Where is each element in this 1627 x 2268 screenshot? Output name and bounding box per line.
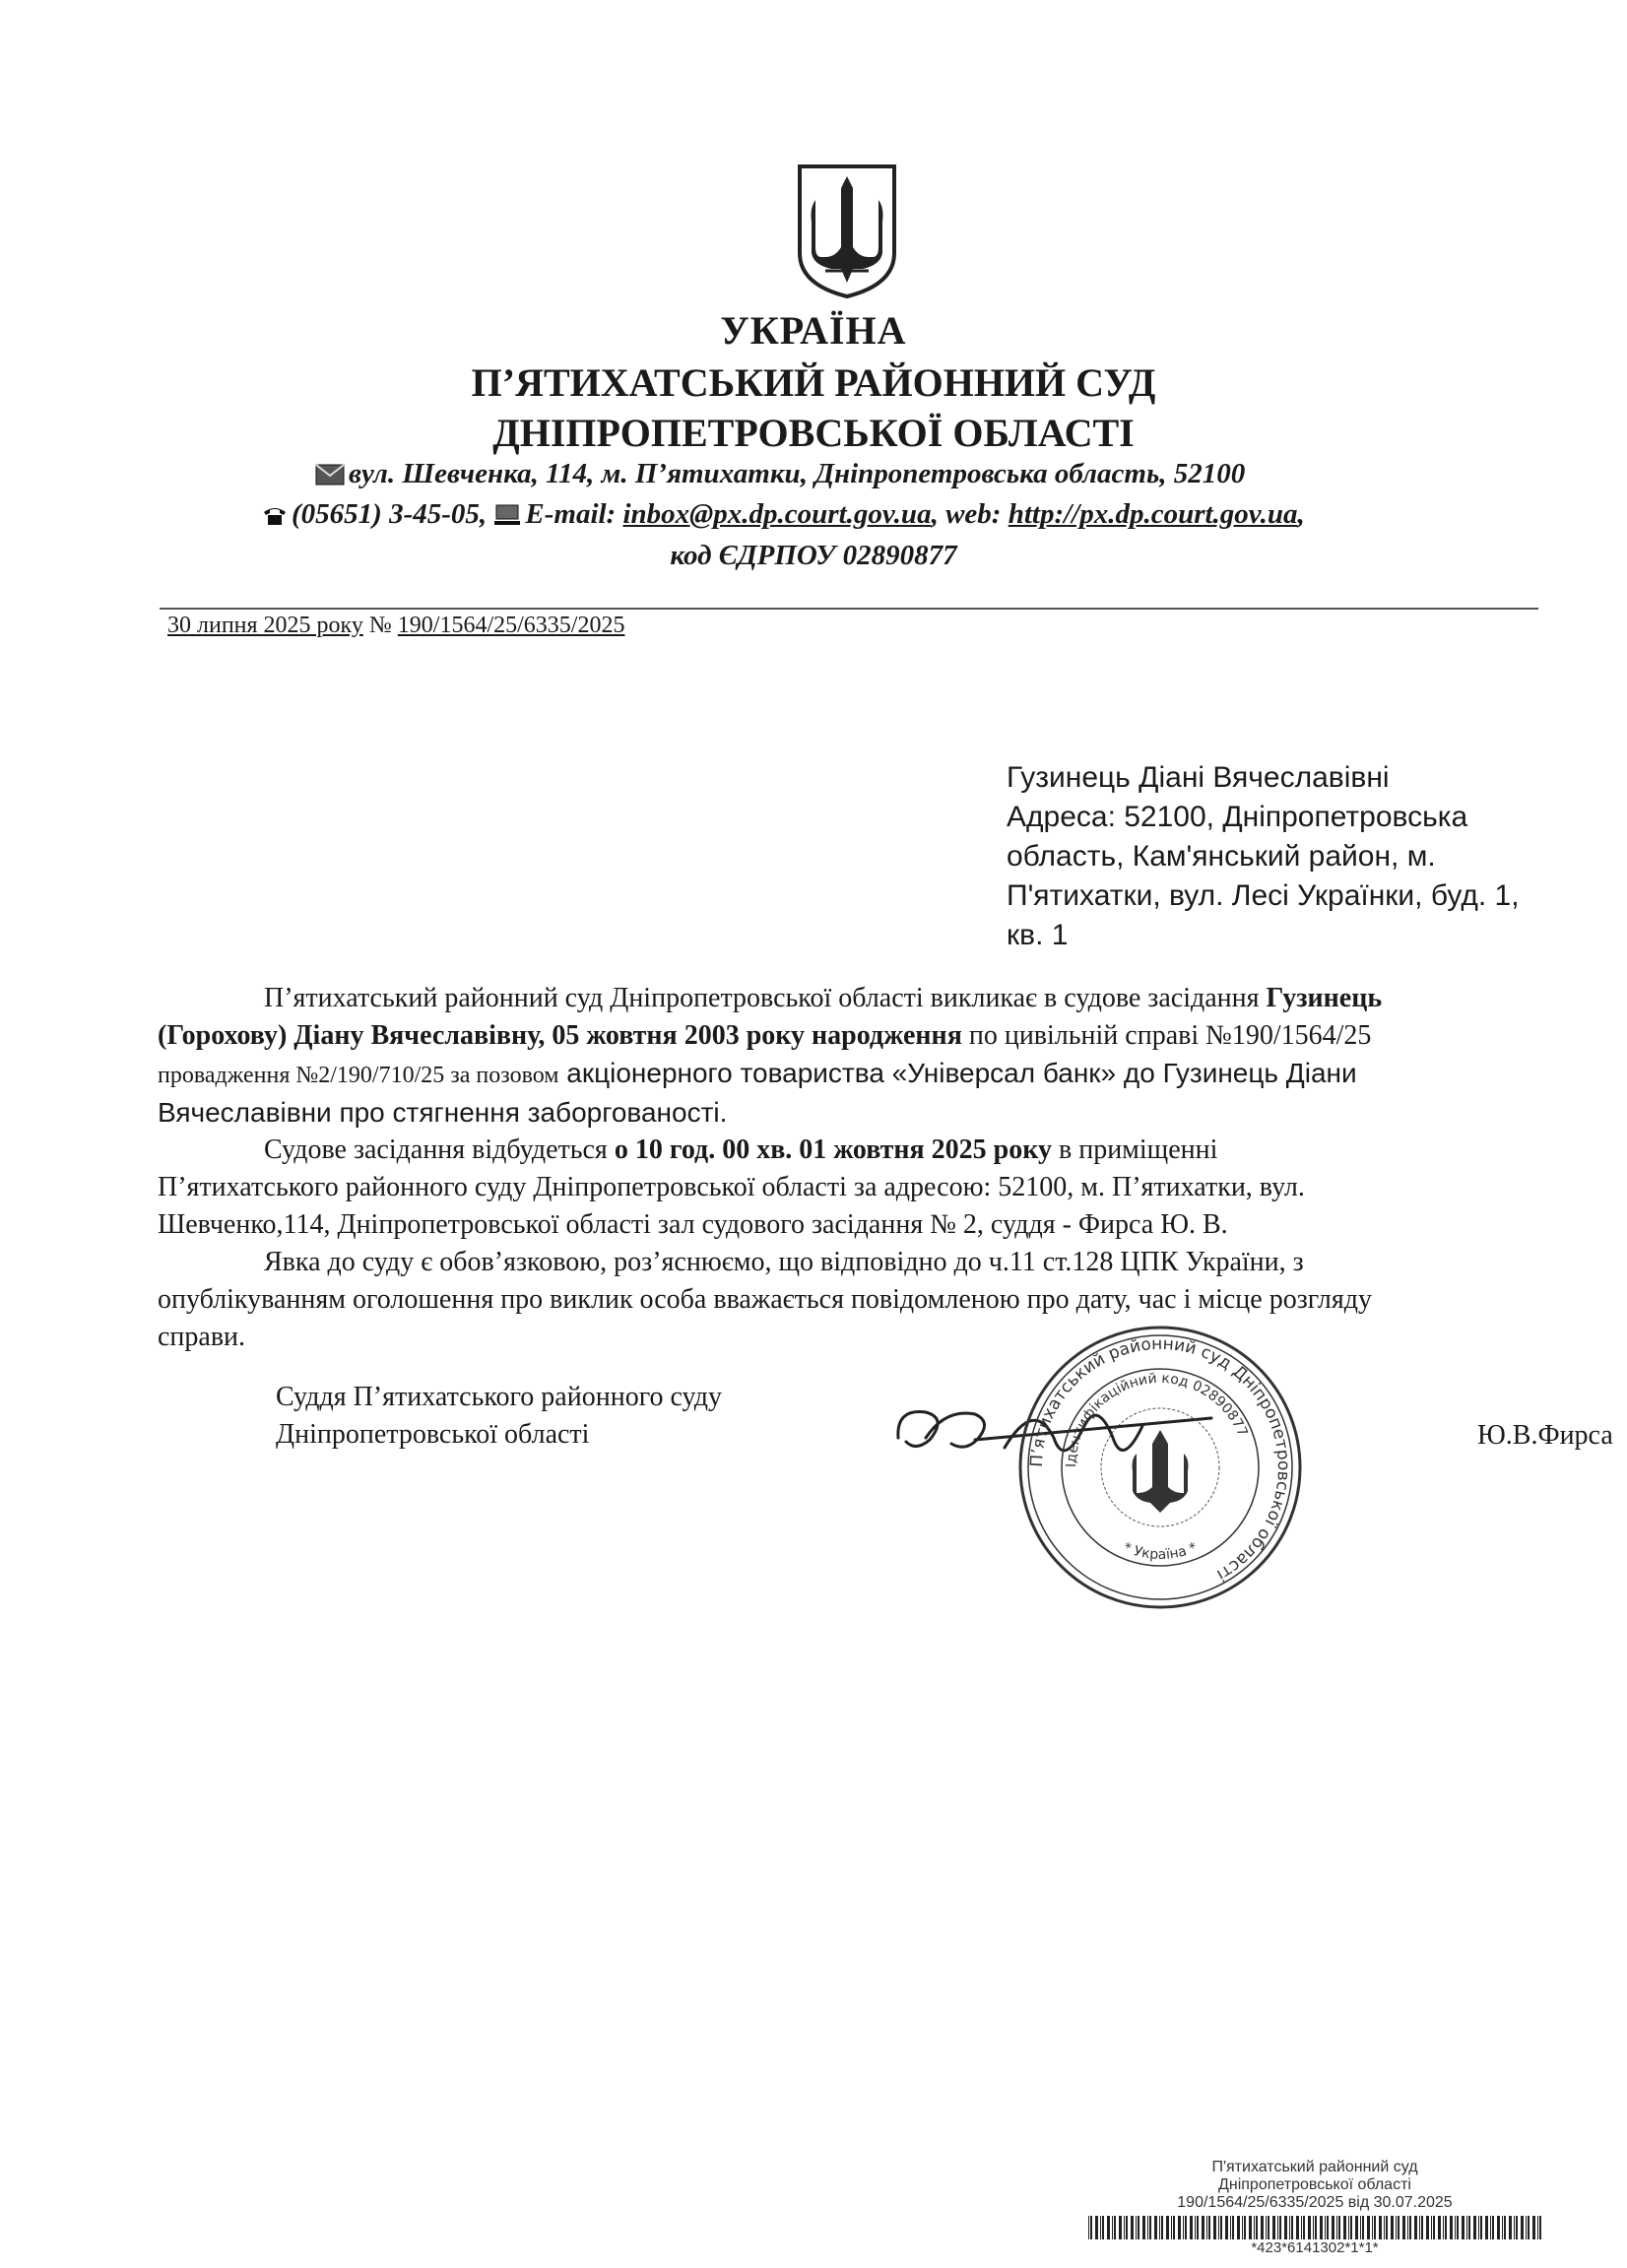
barcode-bar [1398,2216,1399,2239]
defendant-surname: Гузинець [1266,983,1383,1013]
barcode-bar [1268,2216,1269,2239]
body-paragraph-line: Вячеславівни про стягнення заборгованості. [158,1097,728,1128]
court-seal-stamp [1012,1320,1308,1615]
barcode-bar [1088,2216,1089,2239]
barcode-bar [1490,2216,1491,2239]
footer-reg-number: 190/1564/25/6335/2025 від 30.07.2025 [1177,2194,1453,2211]
barcode-bar [1502,2216,1503,2239]
body-paragraph-line: П’ятихатського районного суду Дніпропетровської області за адресою: 52100, м. П’ятихатки, вул. [158,1172,1305,1202]
hearing-datetime: о 10 год. 00 хв. 01 жовтня 2025 року [614,1134,1052,1165]
barcode-bar [1244,2216,1246,2239]
barcode-bar [1159,2216,1160,2239]
barcode-bar [1327,2216,1329,2239]
barcode-bar [1308,2216,1311,2239]
barcode-bar [1272,2216,1275,2239]
registration-number: 190/1564/25/6335/2025 [397,613,625,638]
computer-icon [493,504,521,526]
barcode-bar [1208,2216,1210,2239]
barcode-bar [1433,2216,1435,2239]
barcode-bar [1455,2216,1456,2239]
addressee-address-line: П'ятихатки, вул. Лесі Українки, буд. 1, [1007,879,1520,912]
body-paragraph-line [158,980,1542,1017]
barcode-bar [1237,2216,1240,2239]
barcode-bar [1466,2216,1467,2239]
barcode-bar [1147,2216,1148,2239]
header-divider [160,608,1538,610]
barcode-bar [1457,2216,1459,2239]
registration-date: 30 липня 2025 року [167,613,363,638]
barcode-bar [1291,2216,1293,2239]
barcode-bar [1348,2216,1349,2239]
barcode-bar [1372,2216,1373,2239]
barcode-bar [1107,2216,1110,2239]
barcode-bar [1374,2216,1376,2239]
barcode-bar [1450,2216,1453,2239]
barcode-bar [1485,2216,1488,2239]
barcode-bar [1514,2216,1515,2239]
barcode-bar [1131,2216,1134,2239]
body-paragraph-line [158,1017,1542,1055]
barcode-bar [1407,2216,1408,2239]
court-edrpou-code: код ЄДРПОУ 02890877 [670,540,957,571]
body-text: провадження №2/190/710/25 за позовом [158,1063,559,1088]
barcode-bar [1509,2216,1512,2239]
outgoing-registration [167,613,624,639]
addressee-block [1007,758,1558,955]
barcode-bar [1232,2216,1234,2239]
barcode-bar [1124,2216,1125,2239]
barcode-bar [1384,2216,1385,2239]
svg-text:* Україна * [1121,1540,1200,1563]
barcode-bar [1473,2216,1476,2239]
barcode-bar [1284,2216,1287,2239]
barcode-bar [1445,2216,1447,2239]
footer-court-line1: П'ятихатський районний суд [1211,2159,1418,2175]
barcode-bar [1102,2216,1104,2239]
barcode-bar [1202,2216,1204,2239]
barcode-bar [1303,2216,1305,2239]
barcode-bar [1279,2216,1281,2239]
addressee-address-line: кв. 1 [1007,919,1069,951]
barcode-bar [1261,2216,1264,2239]
judge-title-line1: Суддя П’ятихатського районного суду [276,1382,723,1412]
registration-number-sign: № [368,613,392,638]
barcode-bar [1190,2216,1193,2239]
barcode-bar [1521,2216,1524,2239]
web-label: , web: [931,498,1002,530]
barcode-bar [1497,2216,1500,2239]
barcode-bar [1343,2216,1346,2239]
barcode-bar [1468,2216,1470,2239]
barcode-bar [1256,2216,1258,2239]
body-paragraph-line [158,1055,1542,1094]
barcode-bar [1142,2216,1145,2239]
body-paragraph-line [158,1132,1542,1169]
envelope-icon [315,464,345,486]
body-text: в приміщенні [1051,1134,1218,1165]
addressee-name: Гузинець Діані Вячеславівні [1007,761,1390,794]
barcode-bar [1249,2216,1252,2239]
barcode-bar [1421,2216,1423,2239]
barcode-bar [1480,2216,1482,2239]
court-phone: (05651) 3-45-05, [292,498,488,530]
barcode-bar [1360,2216,1361,2239]
barcode-bar [1516,2216,1518,2239]
barcode-bar [1350,2216,1352,2239]
body-paragraph-line: Явка до суду є обов’язковою, роз’яснюємо, що відповідно до ч.11 ст.128 ЦПК України, з [264,1247,1304,1277]
court-contacts [262,498,1305,531]
court-title-line2: ДНІПРОПЕТРОВСЬКОЇ ОБЛАСТІ [492,411,1135,455]
barcode-bar [1112,2216,1113,2239]
court-email-link[interactable]: inbox@px.dp.court.gov.ua [622,498,932,530]
footer-court-line2: Дніпропетровської області [1218,2176,1411,2193]
barcode-bar [1161,2216,1163,2239]
barcode-bar [1136,2216,1137,2239]
judge-name: Ю.В.Фирса [1477,1420,1613,1451]
court-address-text: вул. Шевченка, 114, м. П’ятихатки, Дніпропетровська область, 52100 [349,458,1246,489]
coat-of-arms-trident-icon [796,162,898,300]
barcode-bar [1230,2216,1231,2239]
web-trail: , [1297,498,1305,530]
email-label: E-mail: [525,498,617,530]
body-text: П’ятихатський районний суд Дніпропетровської області викликає в судове засідання [264,983,1267,1013]
barcode-bar [1325,2216,1326,2239]
barcode-bar [1100,2216,1101,2239]
barcode-bar [1254,2216,1255,2239]
barcode-bar [1379,2216,1382,2239]
barcode-bar [1478,2216,1479,2239]
barcode-bar [1301,2216,1302,2239]
barcode-bar [1443,2216,1444,2239]
barcode-bar [1332,2216,1334,2239]
barcode-bar [1195,2216,1196,2239]
barcode-bar [1185,2216,1187,2239]
barcode-bar [1154,2216,1157,2239]
defendant-full-name: (Горохову) Діану Вячеславівну, 05 жовтня 2003 року народження [158,1020,962,1051]
barcode-bar [1296,2216,1299,2239]
barcode-bar [1355,2216,1358,2239]
seal-bottom-text: * Україна * [1121,1539,1200,1563]
barcode-bar [1320,2216,1323,2239]
seal-outer-text: П’ятихатський районний суд Дніпропетровської області [1026,1333,1294,1586]
barcode-bar [1367,2216,1370,2239]
barcode-bar [1362,2216,1364,2239]
barcode-bar [1090,2216,1092,2239]
incoming-registration-stamp [1083,2159,1546,2212]
barcode-number: *423*6141302*1*1* [1251,2239,1379,2256]
barcode-bar [1218,2216,1219,2239]
court-website-link[interactable]: http://px.dp.court.gov.ua [1008,498,1298,530]
barcode-bar [1095,2216,1098,2239]
barcode-bar [1242,2216,1243,2239]
barcode-bar [1171,2216,1172,2239]
barcode-bar [1419,2216,1420,2239]
barcode-bar [1396,2216,1397,2239]
body-paragraph-line: справи. [158,1322,246,1352]
barcode-bar [1526,2216,1527,2239]
body-text: акціонерного товариства «Універсал банк» до Гузинець Діани [558,1058,1357,1088]
barcode-bar [1492,2216,1494,2239]
judge-title [276,1379,722,1454]
body-text: Судове засідання відбудеться [264,1134,615,1165]
phone-icon [262,504,288,526]
barcode-bar [1277,2216,1278,2239]
body-paragraph-line: Шевченко,114, Дніпропетровської області зал судового засідання № 2, суддя - Фирса Ю. В. [158,1209,1228,1240]
barcode-bar [1426,2216,1429,2239]
barcode-bar [1313,2216,1314,2239]
summons-body [158,980,1542,1356]
barcode-bar [1266,2216,1267,2239]
barcode-bar [1532,2216,1535,2239]
barcode-bar [1149,2216,1151,2239]
barcode-bar [1183,2216,1184,2239]
barcode-bar [1462,2216,1464,2239]
body-paragraph-line: опублікуванням оголошення про виклик особа вважається повідомленою про дату, час і місце розгляду [158,1284,1372,1315]
barcode-bar [1539,2216,1541,2239]
court-address [315,458,1245,490]
barcode-bar [1338,2216,1340,2239]
barcode-bar [1537,2216,1538,2239]
barcode [1088,2216,1546,2239]
barcode-bar [1431,2216,1432,2239]
barcode-bar [1391,2216,1394,2239]
body-text: по цивільній справі №190/1564/25 [961,1020,1372,1051]
barcode-bar [1173,2216,1175,2239]
addressee-address-line: область, Кам'янський район, м. [1007,840,1436,873]
barcode-bar [1126,2216,1128,2239]
seal-inner-text: Ідентифікаційний код 02890877 [1063,1370,1251,1468]
barcode-bar [1138,2216,1139,2239]
barcode-bar [1289,2216,1290,2239]
barcode-bar [1178,2216,1181,2239]
barcode-bar [1119,2216,1122,2239]
barcode-bar [1336,2216,1337,2239]
barcode-bar [1220,2216,1222,2239]
barcode-bar [1504,2216,1506,2239]
barcode-bar [1386,2216,1388,2239]
country-title: УКРАЇНА [720,308,907,353]
barcode-bar [1438,2216,1441,2239]
court-title-line1: П’ЯТИХАТСЬКИЙ РАЙОННИЙ СУД [471,360,1156,405]
barcode-bar [1114,2216,1116,2239]
barcode-bar [1166,2216,1169,2239]
barcode-bar [1213,2216,1216,2239]
barcode-bar [1197,2216,1199,2239]
barcode-bar [1206,2216,1207,2239]
barcode-bar [1409,2216,1411,2239]
barcode-bar [1414,2216,1417,2239]
barcode-bar [1315,2216,1317,2239]
addressee-address-line: Адреса: 52100, Дніпропетровська [1007,801,1468,833]
barcode-bar [1225,2216,1228,2239]
barcode-bar [1402,2216,1405,2239]
barcode-bar [1528,2216,1529,2239]
judge-title-line2: Дніпропетровської області [276,1419,590,1450]
